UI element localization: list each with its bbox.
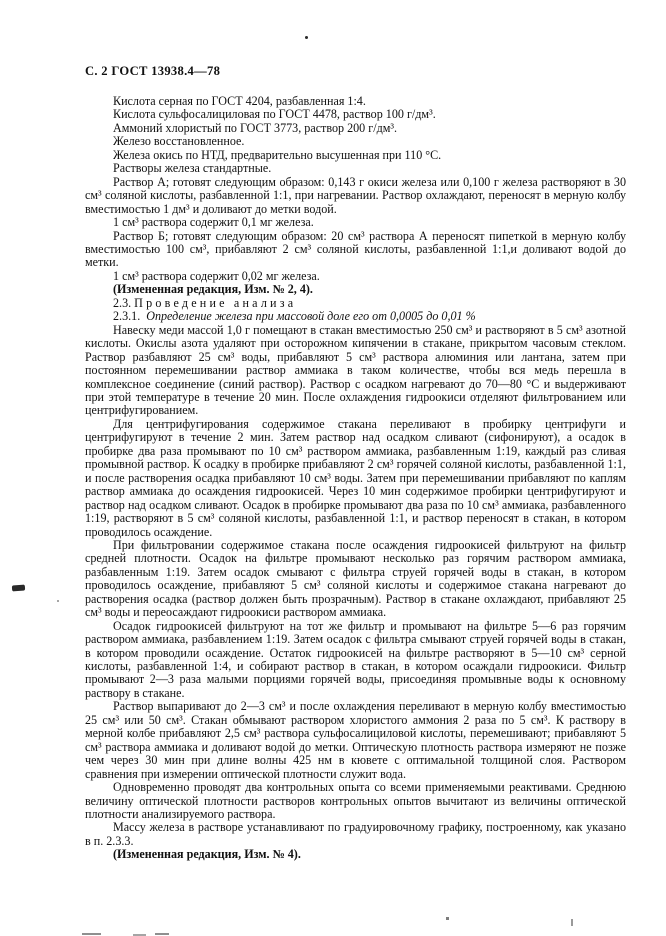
- subsection-heading: [85, 310, 626, 323]
- scan-artifact: [155, 933, 169, 935]
- scan-artifact: [305, 36, 308, 39]
- scan-artifact: [12, 585, 25, 592]
- scan-artifact: [446, 917, 449, 920]
- amendment-note: (Измененная редакция, Изм. № 2, 4).: [113, 282, 313, 297]
- reagent-line: Железо восстановленное.: [113, 134, 245, 149]
- section-number: 2.3.: [113, 295, 132, 310]
- reagent-line: Кислота сульфосалициловая по ГОСТ 4478, раствор 100 г/дм³.: [113, 107, 436, 122]
- paragraph-precipitate: Осадок гидроокисей фильтруют на тот же фильтр и промывают на фильтре 5—6 раз горячим раствором аммиака, разбавлением 1:19. Затем осадок с фильтра смывают струей горячей воды в стакан, в котором проводили осаждение. Остаток гидроокисей на фильтре растворяют в 5—10 см³ серной кислоты, разбавленной 1:4, и собирают раствор в стакан, в котором осаждали гидроокиси. Фильтр промывают 2—3 раза малыми порциями горячей воды, присоединяя промывные воды к основному раствору в стакане.: [85, 618, 626, 700]
- scan-artifact: [82, 933, 101, 935]
- paragraph-control: Одновременно проводят два контрольных опыта со всеми применяемыми реактивами. Среднюю величину оптической плотности растворов контрольных опытов вычитают из величины оптической плотности анализируемого раствора.: [85, 780, 626, 822]
- paragraph-centrifuge: Для центрифугирования содержимое стакана переливают в пробирку центрифуги и центрифугируют в течение 2 мин. Затем раствор над осадком сливают (сифонируют), а осадок в пробирке два раза промывают по 10 см³ раствором аммиака, разбавленным 1:19, каждый раз сливая промывной раствор. К осадку в пробирке прибавляют 2 см³ горячей соляной кислоты, разбавленной 1:1, и после растворения осадка прибавляют 10 см³ воды. Затем при перемешивании прибавляют по каплям раствор аммиака до осаждения гидроокисей. Через 10 мин содержимое пробирки центрифугируют и раствор над осадком сливают. Осадок в пробирке промывают два раза по 10 см³ аммиака, разбавленного 1:19, растворяют в 5 см³ соляной кислоты, разбавленной 1:1, и раствор переносят в стакан, в котором проводилось осаждение.: [85, 416, 626, 539]
- paragraph-evaporate: Раствор выпаривают до 2—3 см³ и после охлаждения переливают в мерную колбу вместимостью 25 см³ или 50 см³. Стакан обмывают раствором хлористого аммония 2 раза по 5 см³. К раствору в мерной колбе прибавляют 2,5 см³ раствора сульфосалициловой кислоты, перемешивают; прибавляют 5 см³ раствора аммиака и доливают водой до метки. Оптическую плотность раствора измеряют не позже чем через 30 мин при длине волны 425 нм в кювете с оптимальной толщиной слоя. Раствором сравнения при измерении оптической плотности служит вода.: [85, 699, 626, 781]
- page-header: С. 2 ГОСТ 13938.4—78: [85, 64, 221, 78]
- scan-artifact: [571, 919, 573, 926]
- reagent-line: Железа окись по НТД, предварительно высушенная при 110 °С.: [113, 147, 442, 162]
- subsection-title: Определение железа при массовой доле его от 0,0005 до 0,01 %: [146, 309, 476, 324]
- section-title: Проведение анализа: [134, 295, 297, 310]
- solution-a-note: 1 см³ раствора содержит 0,1 мг железа.: [113, 215, 314, 230]
- amendment-note: (Измененная редакция, Изм. № 4).: [113, 847, 301, 862]
- reagent-line: Кислота серная по ГОСТ 4204, разбавленная 1:4.: [113, 94, 366, 108]
- scan-artifact: [57, 600, 59, 602]
- solution-b-note: 1 см³ раствора содержит 0,02 мг железа.: [113, 268, 320, 283]
- paragraph-solution-a: Раствор А; готовят следующим образом: 0,143 г окиси железа или 0,100 г железа растворяют в 30 см³ соляной кислоты, разбавленной 1:1, при нагревании. Раствор охлаждают, переносят в мерную колбу вместимостью 1 дм³ и доливают до метки водой.: [85, 174, 626, 216]
- reagent-line: Аммоний хлористый по ГОСТ 3773, раствор 200 г/дм³.: [113, 120, 398, 135]
- document-body: [85, 95, 626, 862]
- reagent-line: Растворы железа стандартные.: [113, 161, 272, 176]
- subsection-number: 2.3.1.: [113, 309, 141, 324]
- paragraph-solution-b: Раствор Б; готовят следующим образом: 20 см³ раствора А переносят пипеткой в мерную колбу вместимостью 100 см³, прибавляют 2 см³ соляной кислоты, разбавленной 1:1,и доливают водой до метки.: [85, 228, 626, 270]
- paragraph-mass: Массу железа в растворе устанавливают по градуировочному графику, построенному, как указано в п. 2.3.3.: [85, 820, 626, 848]
- paragraph-filter: При фильтровании содержимое стакана после осаждения гидроокисей фильтруют на фильтр средней плотности. Осадок на фильтре промывают несколько раз горячим раствором аммиака, разбавленным 1:19. Затем осадок смывают с фильтра струей горячей воды в стакан, в котором проводилось осаждение, прибавляют 5 см³ соляной кислоты и содержимое стакана нагревают до растворения осадка (раствор должен быть прозрачным). Раствор в стакане охлаждают, прибавляют 25 см³ воды и переосаждают гидроокиси раствором аммиака.: [85, 537, 626, 620]
- paragraph-sample: Навеску меди массой 1,0 г помещают в стакан вместимостью 250 см³ и растворяют в 5 см³ азотной кислоты. Окислы азота удаляют при осторожном кипячении в стакане, прикрытом часовым стеклом. Раствор разбавляют 25 см³ воды, прибавляют 5 см³ раствора алюминия или лантана, затем при постоянном перемешивании раствор аммиака в таком количестве, чтобы вся медь перешла в комплексное соединение (синий раствор). Раствор с осадком нагревают до 70—80 °С и выдерживают при этой температуре в течение 20 мин. После охлаждения гидроокиси отделяют фильтрованием или центрифугированием.: [85, 322, 626, 418]
- section-heading: [85, 297, 626, 310]
